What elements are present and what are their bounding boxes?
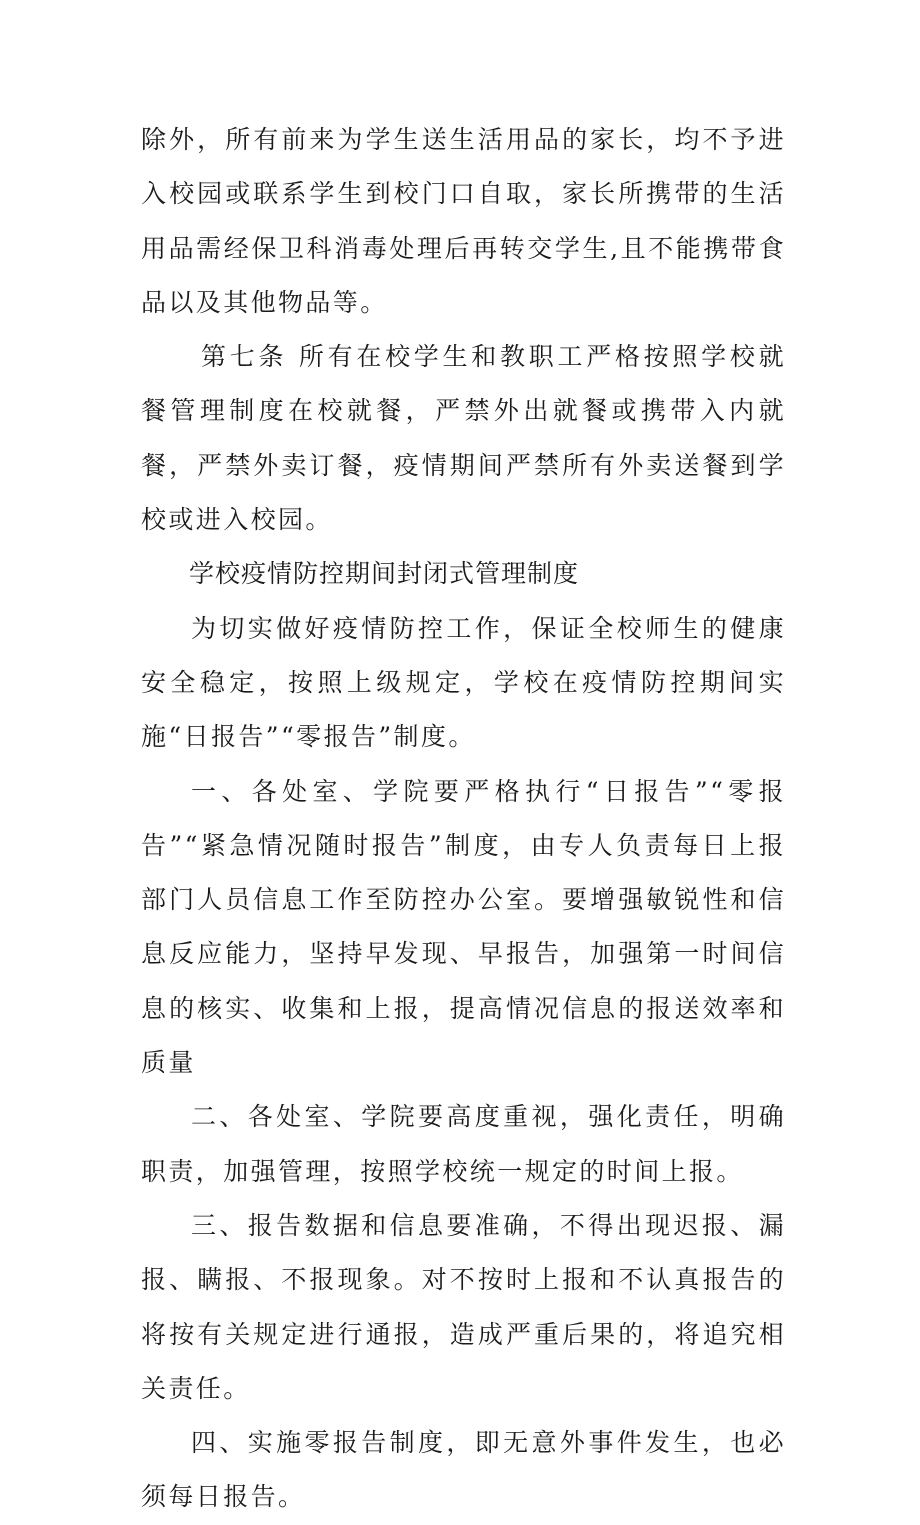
document-body [141, 113, 786, 1525]
paragraph-intro: 为切实做好疫情防控工作，保证全校师生的健康安全稳定，按照上级规定，学校在疫情防控期间实施“日报告”“零报告”制度。 [141, 613, 786, 752]
paragraph-item-three: 三、报告数据和信息要准确，不得出现迟报、漏报、瞒报、不报现象。对不按时上报和不认真报告的将按有关规定进行通报，造成严重后果的，将追究相关责任。 [141, 1210, 786, 1403]
paragraph-article-seven: 第七条 所有在校学生和教职工严格按照学校就餐管理制度在校就餐，严禁外出就餐或携带入内就餐，严禁外卖订餐，疫情期间严禁所有外卖送餐到学校或进入校园。 [141, 342, 786, 535]
paragraph-item-four: 四、实施零报告制度，即无意外事件发生，也必须每日报告。 [141, 1428, 786, 1512]
paragraph-item-one: 一、各处室、学院要严格执行“日报告”“零报告”“紧急情况随时报告”制度，由专人负责每日上报部门人员信息工作至防控办公室。要增强敏锐性和信息反应能力，坚持早发现、早报告，加强第一时间信息的核实、收集和上报，提高情况信息的报送效率和质量 [141, 776, 786, 1078]
section-heading: 学校疫情防控期间封闭式管理制度 [189, 559, 580, 589]
paragraph-continuation: 除外，所有前来为学生送生活用品的家长，均不予进入校园或联系学生到校门口自取，家长所携带的生活用品需经保卫科消毒处理后再转交学生,且不能携带食品以及其他物品等。 [141, 125, 786, 317]
paragraph-item-two: 二、各处室、学院要高度重视，强化责任，明确职责，加强管理，按照学校统一规定的时间上报。 [141, 1102, 786, 1186]
